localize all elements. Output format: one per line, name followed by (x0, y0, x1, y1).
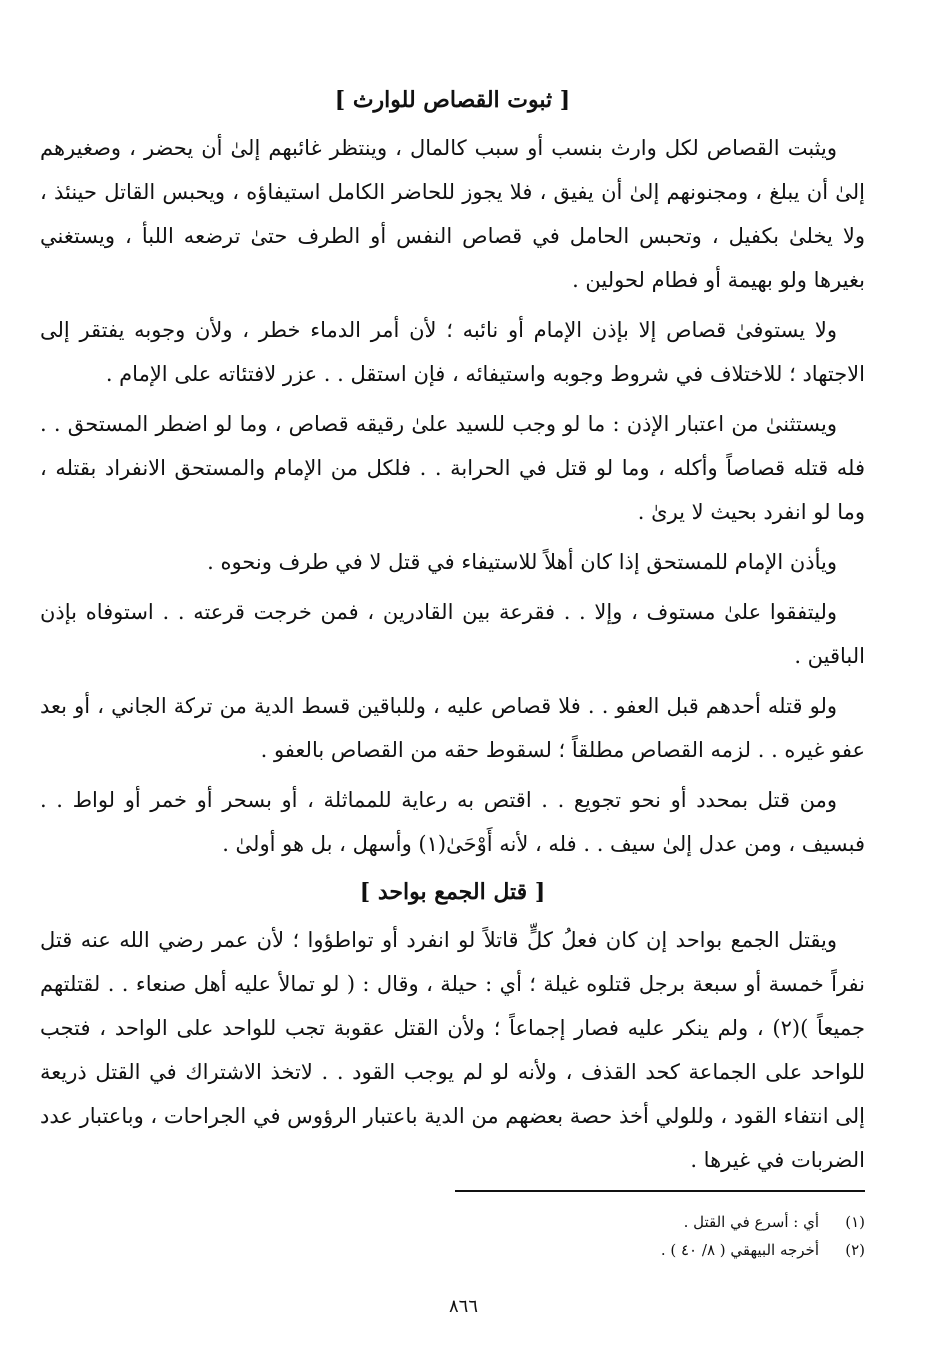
footnote-number: (٢) (845, 1241, 865, 1259)
paragraph: ويقتل الجمع بواحد إن كان فعلُ كلٍّ قاتلاً لو انفرد أو تواطؤوا ؛ لأن عمر رضي الله عنه قتل نفراً خمسة أو سبعة برجل قتلوه غيلة ؛ أي : حيلة ، وقال : ( لو تمالأ عليه أهل صنعاء . . لقتلتهم جميعاً )(٢) ، ولم ينكر عليه فصار إجماعاً ؛ ولأن القتل عقوبة تجب للواحد على الواحد ، فتجب للواحد على الجماعة كحد القذف ، ولأنه لو لم يوجب القود . . لاتخذ الاشتراك في القتل ذريعة إلى انتفاء القود ، وللولي أخذ حصة بعضهم من الدية باعتبار الرؤوس في الجراحات ، وباعتبار عدد الضربات في غيرها . (40, 928, 865, 1172)
footnote-text: أي : أسرع في القتل . (683, 1213, 819, 1231)
footnote-number: (١) (845, 1213, 865, 1231)
paragraph: ويأذن الإمام للمستحق إذا كان أهلاً للاستيفاء في قتل لا في طرف ونحوه . (207, 550, 837, 574)
footnotes (365, 1208, 865, 1264)
paragraph: ومن قتل بمحدد أو نحو تجويع . . اقتص به رعاية للمماثلة ، أو بسحر أو خمر أو لواط . . فبسيف ، ومن عدل إلىٰ سيف . . فله ، لأنه أَوْحَىٰ(١) وأسهل ، بل هو أولىٰ . (40, 788, 865, 856)
paragraph: ويثبت القصاص لكل وارث بنسب أو سبب كالمال ، وينتظر غائبهم إلىٰ أن يحضر ، وصغيرهم إلىٰ أن يبلغ ، ومجنونهم إلىٰ أن يفيق ، فلا يجوز للحاضر الكامل استيفاؤه ، ويحبس القاتل حينئذ ، ولا يخلىٰ بكفيل ، وتحبس الحامل في قصاص النفس أو الطرف حتىٰ ترضعه اللبأ ، ويستغني بغيرها ولو بهيمة أو فطام لحولين . (40, 136, 865, 292)
footnote (365, 1208, 865, 1236)
paragraph: ولا يستوفىٰ قصاص إلا بإذن الإمام أو نائبه ؛ لأن أمر الدماء خطر ، ولأن وجوبه يفتقر إلى الاجتهاد ؛ للاختلاف في شروط وجوبه واستيفائه ، فإن استقل . . عزر لافتئاته على الإمام . (40, 318, 865, 386)
page-body (40, 80, 865, 1188)
page-number: ٨٦٦ (448, 1296, 478, 1317)
section-title: [ ثبوت القصاص للوارث ] (334, 87, 571, 113)
paragraph: وليتفقوا علىٰ مستوف ، وإلا . . فقرعة بين القادرين ، فمن خرجت قرعته . . استوفاه بإذن الباقين . (40, 600, 865, 668)
paragraph: ويستثنىٰ من اعتبار الإذن : ما لو وجب للسيد علىٰ رقيقه قصاص ، وما لو اضطر المستحق . . فله قتله قصاصاً وأكله ، وما لو قتل في الحرابة . . فلكل من الإمام والمستحق الانفراد بقتله ، وما لو انفرد بحيث لا يرىٰ . (40, 412, 865, 524)
footnote-divider (455, 1190, 865, 1192)
footnote (365, 1236, 865, 1264)
section-title: [ قتل الجمع بواحد ] (359, 879, 546, 905)
footnote-text: أخرجه البيهقي ( ٨/ ٤٠ ) . (660, 1241, 819, 1259)
paragraph: ولو قتله أحدهم قبل العفو . . فلا قصاص عليه ، وللباقين قسط الدية من تركة الجاني ، أو بعد عفو غيره . . لزمه القصاص مطلقاً ؛ لسقوط حقه من القصاص بالعفو . (40, 694, 865, 762)
